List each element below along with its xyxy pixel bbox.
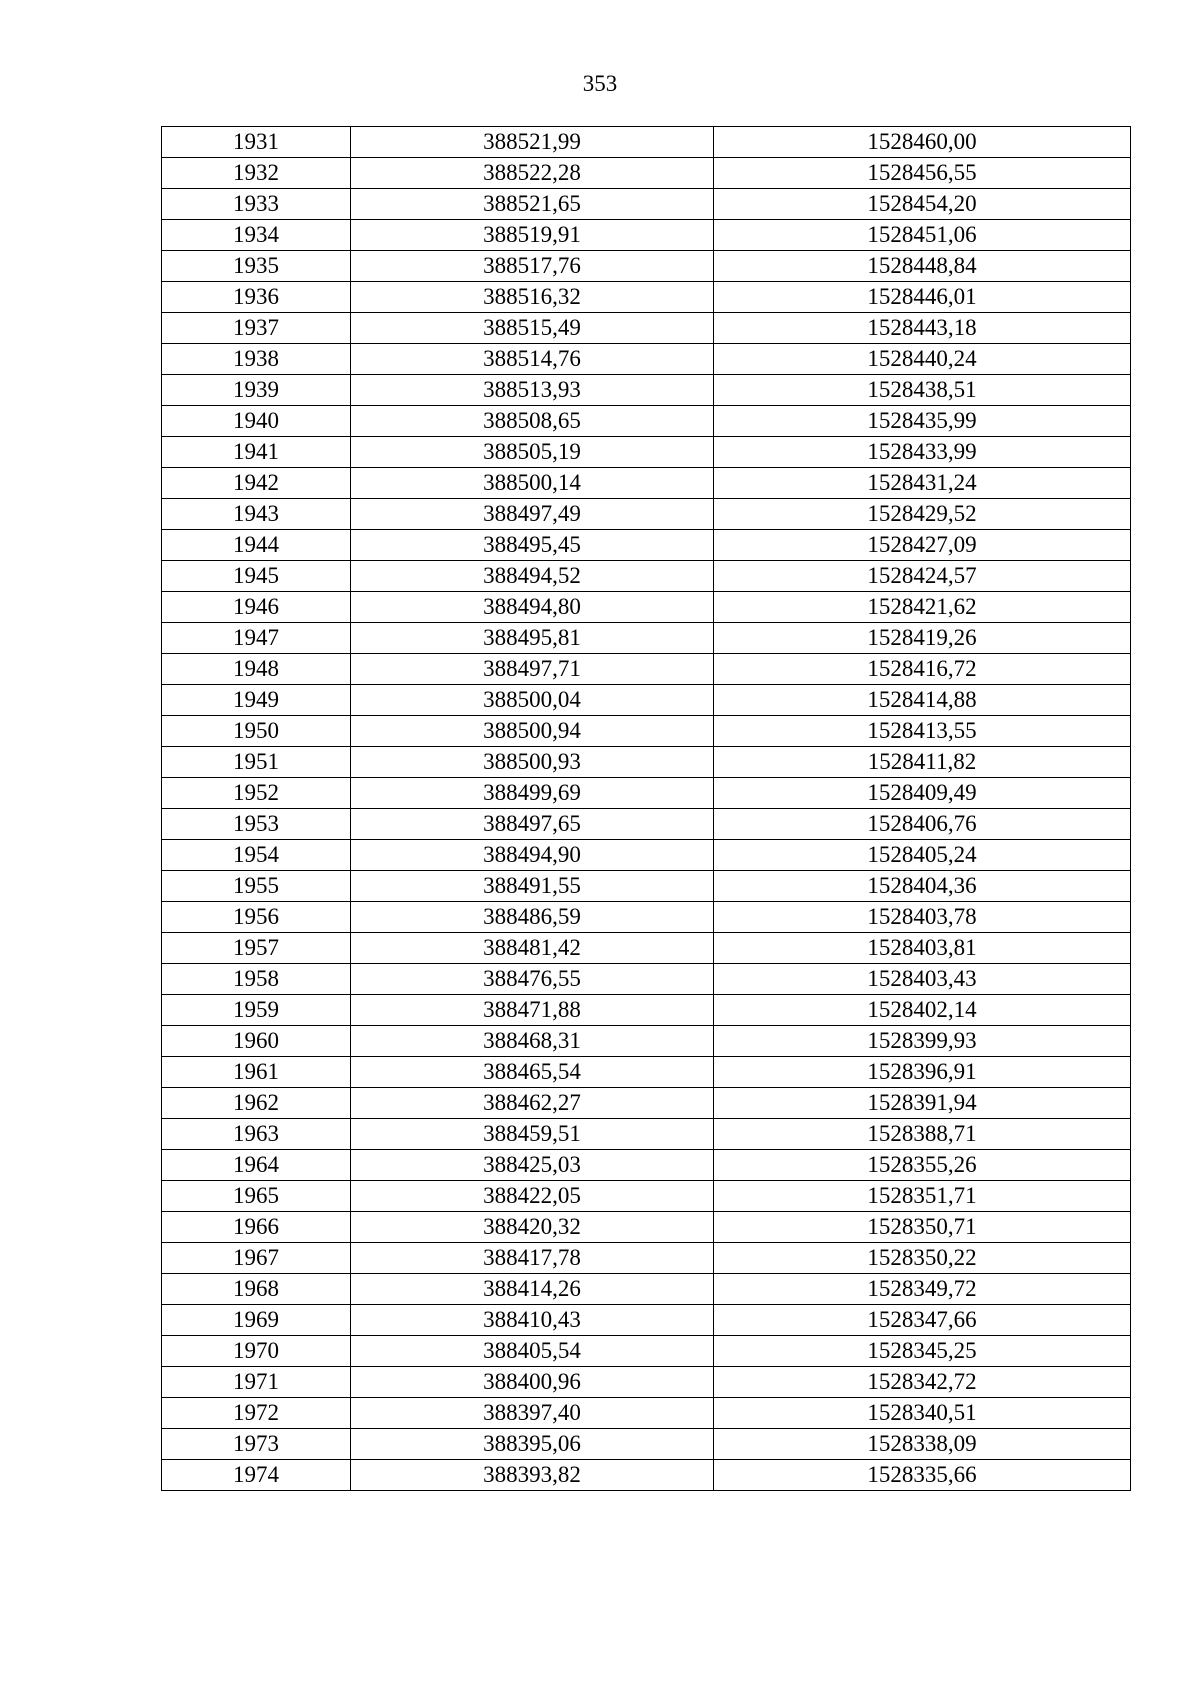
y-coordinate-cell: 1528460,00 [714, 127, 1131, 158]
table-row [162, 995, 1131, 1026]
y-coordinate-cell: 1528443,18 [714, 313, 1131, 344]
point-number-cell: 1965 [162, 1181, 351, 1212]
y-coordinate-cell: 1528399,93 [714, 1026, 1131, 1057]
point-number-cell: 1931 [162, 127, 351, 158]
coordinates-table-body [162, 127, 1131, 1491]
y-coordinate-cell: 1528427,09 [714, 530, 1131, 561]
x-coordinate-cell: 388397,40 [351, 1398, 714, 1429]
table-row [162, 1367, 1131, 1398]
y-coordinate-cell: 1528404,36 [714, 871, 1131, 902]
point-number-cell: 1934 [162, 220, 351, 251]
table-row [162, 747, 1131, 778]
point-number-cell: 1957 [162, 933, 351, 964]
table-row [162, 1274, 1131, 1305]
point-number-cell: 1966 [162, 1212, 351, 1243]
coordinates-table [161, 126, 1131, 1491]
table-row [162, 964, 1131, 995]
table-row [162, 344, 1131, 375]
point-number-cell: 1967 [162, 1243, 351, 1274]
point-number-cell: 1971 [162, 1367, 351, 1398]
table-row [162, 623, 1131, 654]
x-coordinate-cell: 388422,05 [351, 1181, 714, 1212]
point-number-cell: 1938 [162, 344, 351, 375]
table-row [162, 1119, 1131, 1150]
table-row [162, 251, 1131, 282]
point-number-cell: 1960 [162, 1026, 351, 1057]
point-number-cell: 1933 [162, 189, 351, 220]
y-coordinate-cell: 1528456,55 [714, 158, 1131, 189]
y-coordinate-cell: 1528355,26 [714, 1150, 1131, 1181]
y-coordinate-cell: 1528409,49 [714, 778, 1131, 809]
x-coordinate-cell: 388417,78 [351, 1243, 714, 1274]
point-number-cell: 1941 [162, 437, 351, 468]
x-coordinate-cell: 388513,93 [351, 375, 714, 406]
point-number-cell: 1973 [162, 1429, 351, 1460]
point-number-cell: 1948 [162, 654, 351, 685]
point-number-cell: 1942 [162, 468, 351, 499]
x-coordinate-cell: 388497,71 [351, 654, 714, 685]
table-row [162, 1057, 1131, 1088]
table-row [162, 1150, 1131, 1181]
table-row [162, 592, 1131, 623]
page-number: 353 [582, 71, 618, 96]
x-coordinate-cell: 388491,55 [351, 871, 714, 902]
table-row [162, 1181, 1131, 1212]
x-coordinate-cell: 388494,90 [351, 840, 714, 871]
table-row [162, 189, 1131, 220]
y-coordinate-cell: 1528403,81 [714, 933, 1131, 964]
table-row [162, 375, 1131, 406]
table-row [162, 1305, 1131, 1336]
x-coordinate-cell: 388515,49 [351, 313, 714, 344]
x-coordinate-cell: 388395,06 [351, 1429, 714, 1460]
y-coordinate-cell: 1528396,91 [714, 1057, 1131, 1088]
point-number-cell: 1954 [162, 840, 351, 871]
table-row [162, 561, 1131, 592]
y-coordinate-cell: 1528421,62 [714, 592, 1131, 623]
y-coordinate-cell: 1528435,99 [714, 406, 1131, 437]
x-coordinate-cell: 388505,19 [351, 437, 714, 468]
y-coordinate-cell: 1528424,57 [714, 561, 1131, 592]
table-row [162, 1243, 1131, 1274]
point-number-cell: 1951 [162, 747, 351, 778]
table-row [162, 1398, 1131, 1429]
table-row [162, 313, 1131, 344]
point-number-cell: 1950 [162, 716, 351, 747]
y-coordinate-cell: 1528416,72 [714, 654, 1131, 685]
table-row [162, 1429, 1131, 1460]
y-coordinate-cell: 1528433,99 [714, 437, 1131, 468]
x-coordinate-cell: 388481,42 [351, 933, 714, 964]
y-coordinate-cell: 1528405,24 [714, 840, 1131, 871]
x-coordinate-cell: 388425,03 [351, 1150, 714, 1181]
point-number-cell: 1968 [162, 1274, 351, 1305]
x-coordinate-cell: 388497,65 [351, 809, 714, 840]
point-number-cell: 1964 [162, 1150, 351, 1181]
point-number-cell: 1947 [162, 623, 351, 654]
table-row [162, 1212, 1131, 1243]
y-coordinate-cell: 1528454,20 [714, 189, 1131, 220]
table-row [162, 406, 1131, 437]
y-coordinate-cell: 1528347,66 [714, 1305, 1131, 1336]
x-coordinate-cell: 388476,55 [351, 964, 714, 995]
x-coordinate-cell: 388400,96 [351, 1367, 714, 1398]
table-row [162, 1088, 1131, 1119]
y-coordinate-cell: 1528403,43 [714, 964, 1131, 995]
y-coordinate-cell: 1528335,66 [714, 1460, 1131, 1491]
table-row [162, 871, 1131, 902]
y-coordinate-cell: 1528419,26 [714, 623, 1131, 654]
x-coordinate-cell: 388393,82 [351, 1460, 714, 1491]
x-coordinate-cell: 388471,88 [351, 995, 714, 1026]
point-number-cell: 1970 [162, 1336, 351, 1367]
table-row [162, 1336, 1131, 1367]
x-coordinate-cell: 388494,80 [351, 592, 714, 623]
y-coordinate-cell: 1528448,84 [714, 251, 1131, 282]
y-coordinate-cell: 1528340,51 [714, 1398, 1131, 1429]
table-row [162, 1460, 1131, 1491]
y-coordinate-cell: 1528451,06 [714, 220, 1131, 251]
x-coordinate-cell: 388514,76 [351, 344, 714, 375]
x-coordinate-cell: 388420,32 [351, 1212, 714, 1243]
table-row [162, 499, 1131, 530]
y-coordinate-cell: 1528411,82 [714, 747, 1131, 778]
x-coordinate-cell: 388414,26 [351, 1274, 714, 1305]
x-coordinate-cell: 388500,14 [351, 468, 714, 499]
point-number-cell: 1943 [162, 499, 351, 530]
y-coordinate-cell: 1528338,09 [714, 1429, 1131, 1460]
y-coordinate-cell: 1528350,71 [714, 1212, 1131, 1243]
x-coordinate-cell: 388519,91 [351, 220, 714, 251]
point-number-cell: 1939 [162, 375, 351, 406]
x-coordinate-cell: 388459,51 [351, 1119, 714, 1150]
point-number-cell: 1940 [162, 406, 351, 437]
x-coordinate-cell: 388522,28 [351, 158, 714, 189]
y-coordinate-cell: 1528440,24 [714, 344, 1131, 375]
x-coordinate-cell: 388521,65 [351, 189, 714, 220]
table-row [162, 685, 1131, 716]
point-number-cell: 1946 [162, 592, 351, 623]
table-row [162, 1026, 1131, 1057]
x-coordinate-cell: 388508,65 [351, 406, 714, 437]
table-row [162, 778, 1131, 809]
x-coordinate-cell: 388486,59 [351, 902, 714, 933]
table-row [162, 809, 1131, 840]
y-coordinate-cell: 1528391,94 [714, 1088, 1131, 1119]
x-coordinate-cell: 388497,49 [351, 499, 714, 530]
point-number-cell: 1959 [162, 995, 351, 1026]
point-number-cell: 1963 [162, 1119, 351, 1150]
table-row [162, 902, 1131, 933]
point-number-cell: 1945 [162, 561, 351, 592]
x-coordinate-cell: 388495,81 [351, 623, 714, 654]
x-coordinate-cell: 388500,94 [351, 716, 714, 747]
point-number-cell: 1952 [162, 778, 351, 809]
x-coordinate-cell: 388495,45 [351, 530, 714, 561]
point-number-cell: 1974 [162, 1460, 351, 1491]
x-coordinate-cell: 388500,93 [351, 747, 714, 778]
y-coordinate-cell: 1528406,76 [714, 809, 1131, 840]
point-number-cell: 1937 [162, 313, 351, 344]
point-number-cell: 1969 [162, 1305, 351, 1336]
table-row [162, 127, 1131, 158]
y-coordinate-cell: 1528403,78 [714, 902, 1131, 933]
y-coordinate-cell: 1528438,51 [714, 375, 1131, 406]
point-number-cell: 1955 [162, 871, 351, 902]
table-row [162, 220, 1131, 251]
y-coordinate-cell: 1528431,24 [714, 468, 1131, 499]
x-coordinate-cell: 388465,54 [351, 1057, 714, 1088]
y-coordinate-cell: 1528342,72 [714, 1367, 1131, 1398]
y-coordinate-cell: 1528350,22 [714, 1243, 1131, 1274]
point-number-cell: 1944 [162, 530, 351, 561]
point-number-cell: 1958 [162, 964, 351, 995]
y-coordinate-cell: 1528429,52 [714, 499, 1131, 530]
table-row [162, 933, 1131, 964]
point-number-cell: 1972 [162, 1398, 351, 1429]
x-coordinate-cell: 388521,99 [351, 127, 714, 158]
table-row [162, 654, 1131, 685]
table-row [162, 158, 1131, 189]
point-number-cell: 1953 [162, 809, 351, 840]
point-number-cell: 1935 [162, 251, 351, 282]
x-coordinate-cell: 388516,32 [351, 282, 714, 313]
y-coordinate-cell: 1528414,88 [714, 685, 1131, 716]
x-coordinate-cell: 388517,76 [351, 251, 714, 282]
y-coordinate-cell: 1528345,25 [714, 1336, 1131, 1367]
point-number-cell: 1949 [162, 685, 351, 716]
y-coordinate-cell: 1528413,55 [714, 716, 1131, 747]
point-number-cell: 1961 [162, 1057, 351, 1088]
x-coordinate-cell: 388499,69 [351, 778, 714, 809]
point-number-cell: 1936 [162, 282, 351, 313]
y-coordinate-cell: 1528446,01 [714, 282, 1131, 313]
x-coordinate-cell: 388500,04 [351, 685, 714, 716]
x-coordinate-cell: 388405,54 [351, 1336, 714, 1367]
x-coordinate-cell: 388462,27 [351, 1088, 714, 1119]
table-row [162, 282, 1131, 313]
x-coordinate-cell: 388410,43 [351, 1305, 714, 1336]
point-number-cell: 1932 [162, 158, 351, 189]
y-coordinate-cell: 1528351,71 [714, 1181, 1131, 1212]
x-coordinate-cell: 388468,31 [351, 1026, 714, 1057]
table-row [162, 468, 1131, 499]
y-coordinate-cell: 1528388,71 [714, 1119, 1131, 1150]
y-coordinate-cell: 1528349,72 [714, 1274, 1131, 1305]
point-number-cell: 1956 [162, 902, 351, 933]
table-row [162, 716, 1131, 747]
table-row [162, 840, 1131, 871]
y-coordinate-cell: 1528402,14 [714, 995, 1131, 1026]
table-row [162, 437, 1131, 468]
table-row [162, 530, 1131, 561]
x-coordinate-cell: 388494,52 [351, 561, 714, 592]
point-number-cell: 1962 [162, 1088, 351, 1119]
